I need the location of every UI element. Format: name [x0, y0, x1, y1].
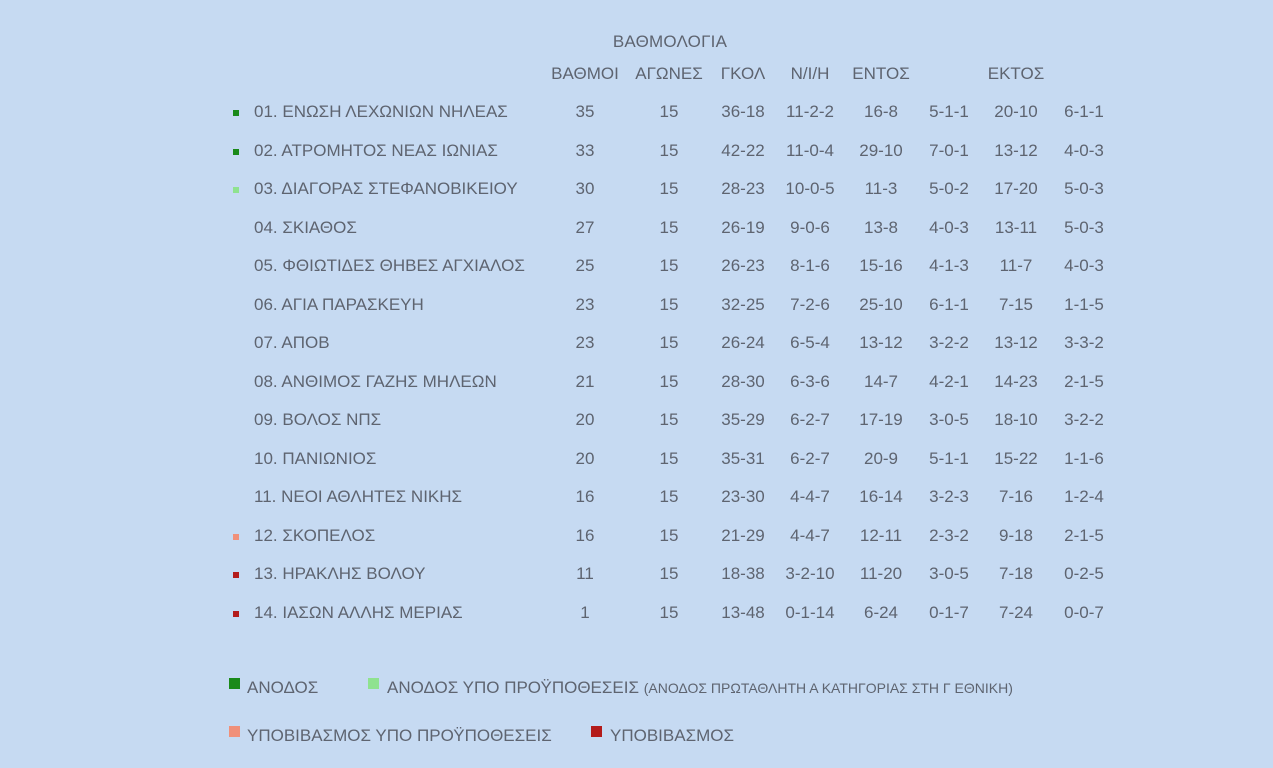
cell-away-goals: 7-24 — [998, 602, 1034, 622]
cell-wdl: 4-4-7 — [790, 525, 830, 545]
cell-games: 15 — [659, 525, 679, 545]
cell-points: 27 — [575, 217, 595, 237]
table-row — [0, 141, 1273, 165]
cell-home-goals: 11-20 — [859, 564, 903, 583]
team-name: 06. ΑΓΙΑ ΠΑΡΑΣΚΕΥΗ — [254, 294, 424, 314]
cell-wdl: 6-2-7 — [790, 410, 830, 429]
cell-away-goals: 20-10 — [994, 102, 1038, 121]
cell-games: 15 — [659, 448, 679, 468]
cell-goals: 36-18 — [721, 102, 765, 121]
cell-goals: 18-38 — [721, 564, 765, 583]
cell-home-wdl: 4-0-3 — [929, 217, 969, 237]
cell-games: 15 — [659, 333, 679, 352]
table-row — [0, 102, 1273, 126]
cell-away-wdl: 4-0-3 — [1064, 140, 1104, 160]
cell-away-wdl: 2-1-5 — [1064, 371, 1104, 391]
cell-away-wdl: 1-1-6 — [1064, 448, 1104, 468]
cell-points: 20 — [575, 448, 595, 468]
team-name: 09. ΒΟΛΟΣ ΝΠΣ — [254, 410, 382, 429]
team-name: 04. ΣΚΙΑΘΟΣ — [254, 217, 357, 237]
team-name: 08. ΑΝΘΙΜΟΣ ΓΑΖΗΣ ΜΗΛΕΩΝ — [254, 371, 497, 391]
cell-home-goals: 20-9 — [863, 448, 899, 468]
cell-away-wdl: 1-2-4 — [1064, 487, 1104, 506]
cell-away-goals: 18-10 — [994, 410, 1038, 429]
cell-home-goals: 16-8 — [863, 102, 899, 121]
legend-swatch-promotion — [229, 678, 240, 689]
cell-wdl: 6-3-6 — [790, 371, 830, 391]
cell-home-wdl: 5-1-1 — [929, 448, 969, 468]
cell-goals: 28-30 — [721, 371, 765, 391]
table-row — [0, 256, 1273, 280]
cell-home-goals: 14-7 — [863, 371, 899, 391]
cell-away-wdl: 0-0-7 — [1064, 602, 1104, 622]
cell-away-wdl: 3-2-2 — [1064, 410, 1104, 429]
cell-away-goals: 13-12 — [994, 140, 1038, 160]
legend-swatch-relegation-conditional — [229, 726, 240, 737]
cell-goals: 26-24 — [721, 333, 765, 352]
cell-wdl: 7-2-6 — [790, 294, 830, 314]
cell-away-wdl: 1-1-5 — [1064, 294, 1104, 314]
cell-away-goals: 7-15 — [998, 294, 1034, 314]
cell-games: 15 — [659, 410, 679, 429]
cell-points: 35 — [575, 102, 595, 121]
cell-goals: 42-22 — [721, 140, 765, 160]
cell-away-goals: 11-7 — [999, 256, 1033, 275]
cell-wdl: 11-2-2 — [786, 102, 834, 121]
cell-goals: 28-23 — [721, 179, 765, 198]
cell-away-wdl: 3-3-2 — [1064, 333, 1104, 352]
header-games: ΑΓΩΝΕΣ — [635, 64, 703, 83]
header-points: ΒΑΘΜΟΙ — [551, 64, 619, 83]
team-name: 02. ΑΤΡΟΜΗΤΟΣ ΝΕΑΣ ΙΩΝΙΑΣ — [254, 140, 498, 160]
zone-marker — [233, 149, 239, 155]
table-row — [0, 526, 1273, 550]
cell-points: 25 — [575, 256, 595, 275]
cell-games: 15 — [659, 602, 679, 622]
legend-swatch-relegation — [591, 726, 602, 737]
team-name: 10. ΠΑΝΙΩΝΙΟΣ — [254, 448, 377, 468]
table-row — [0, 333, 1273, 357]
cell-points: 16 — [575, 525, 595, 545]
zone-marker — [233, 110, 239, 116]
cell-wdl: 8-1-6 — [790, 256, 830, 275]
cell-wdl: 0-1-14 — [785, 602, 835, 622]
cell-home-wdl: 4-2-1 — [929, 371, 969, 391]
cell-home-wdl: 5-0-2 — [929, 179, 969, 198]
table-row — [0, 372, 1273, 396]
header-wdl: Ν/Ι/Η — [790, 64, 830, 83]
cell-home-goals: 13-8 — [863, 217, 899, 237]
header-goals: ΓΚΟΛ — [720, 64, 766, 83]
cell-home-wdl: 3-2-3 — [929, 487, 969, 506]
cell-points: 30 — [575, 179, 595, 198]
zone-marker — [233, 187, 239, 193]
cell-games: 15 — [659, 564, 679, 583]
cell-goals: 23-30 — [721, 487, 765, 506]
cell-away-goals: 17-20 — [994, 179, 1038, 198]
cell-wdl: 6-5-4 — [790, 333, 830, 352]
team-name: 14. ΙΑΣΩΝ ΑΛΛΗΣ ΜΕΡΙΑΣ — [254, 602, 463, 622]
cell-games: 15 — [659, 487, 679, 506]
team-name: 11. ΝΕΟΙ ΑΘΛΗΤΕΣ ΝΙΚΗΣ — [254, 487, 463, 506]
zone-marker — [233, 572, 239, 578]
legend-swatch-promotion-conditional — [368, 678, 379, 689]
cell-away-goals: 7-16 — [998, 487, 1034, 506]
legend-label-relegation: ΥΠΟΒΙΒΑΣΜΟΣ — [610, 726, 734, 745]
zone-marker — [233, 534, 239, 540]
cell-points: 23 — [575, 294, 595, 314]
cell-home-wdl: 3-2-2 — [929, 333, 969, 352]
cell-games: 15 — [659, 179, 679, 198]
team-name: 05. ΦΘΙΩΤΙΔΕΣ ΘΗΒΕΣ ΑΓΧΙΑΛΟΣ — [254, 256, 525, 275]
cell-home-goals: 11-3 — [864, 179, 898, 198]
cell-away-goals: 7-18 — [998, 564, 1034, 583]
cell-wdl: 9-0-6 — [790, 217, 830, 237]
cell-away-goals: 14-23 — [994, 371, 1038, 391]
cell-home-goals: 16-14 — [859, 487, 903, 506]
cell-goals: 13-48 — [721, 602, 765, 622]
table-row — [0, 487, 1273, 511]
cell-points: 21 — [575, 371, 595, 391]
legend-note-promotion-conditional: (ΑΝΟΔΟΣ ΠΡΩΤΑΘΛΗΤΗ Α ΚΑΤΗΓΟΡΙΑΣ ΣΤΗ Γ ΕΘΝΙΚΗ) — [643, 680, 1013, 696]
cell-games: 15 — [659, 371, 679, 391]
legend-label-promotion-conditional: ΑΝΟΔΟΣ ΥΠΟ ΠΡΟΫΠΟΘΕΣΕΙΣ — [387, 678, 639, 697]
table-row — [0, 564, 1273, 588]
cell-wdl: 4-4-7 — [790, 487, 830, 506]
cell-home-goals: 13-12 — [859, 333, 903, 352]
table-row — [0, 410, 1273, 434]
cell-wdl: 3-2-10 — [785, 564, 835, 583]
cell-home-goals: 15-16 — [859, 256, 903, 275]
table-row — [0, 603, 1273, 627]
cell-goals: 21-29 — [721, 525, 765, 545]
cell-home-wdl: 6-1-1 — [929, 294, 969, 314]
cell-points: 20 — [575, 410, 595, 429]
cell-points: 23 — [575, 333, 595, 352]
team-name: 01. ΕΝΩΣΗ ΛΕΧΩΝΙΩΝ ΝΗΛΕΑΣ — [254, 102, 508, 121]
cell-away-wdl: 4-0-3 — [1064, 256, 1104, 275]
cell-points: 11 — [576, 564, 594, 583]
team-name: 03. ΔΙΑΓΟΡΑΣ ΣΤΕΦΑΝΟΒΙΚΕΙΟΥ — [254, 179, 518, 198]
cell-home-wdl: 0-1-7 — [929, 602, 969, 622]
cell-home-goals: 6-24 — [863, 602, 899, 622]
cell-away-wdl: 5-0-3 — [1064, 179, 1104, 198]
cell-wdl: 10-0-5 — [785, 179, 835, 198]
cell-home-goals: 17-19 — [859, 410, 903, 429]
zone-marker — [233, 611, 239, 617]
team-name: 13. ΗΡΑΚΛΗΣ ΒΟΛΟΥ — [254, 564, 426, 583]
team-name: 12. ΣΚΟΠΕΛΟΣ — [254, 525, 376, 545]
cell-away-goals: 13-12 — [994, 333, 1038, 352]
cell-wdl: 6-2-7 — [790, 448, 830, 468]
header-home: ΕΝΤΟΣ — [852, 64, 910, 83]
cell-games: 15 — [659, 217, 679, 237]
table-row — [0, 295, 1273, 319]
legend-promotion-conditional — [387, 678, 1013, 698]
cell-games: 15 — [659, 102, 679, 121]
table-row — [0, 449, 1273, 473]
table-row — [0, 218, 1273, 242]
cell-away-goals: 13-11 — [994, 217, 1038, 237]
cell-goals: 35-29 — [721, 410, 765, 429]
cell-home-wdl: 5-1-1 — [929, 102, 969, 121]
legend-label-promotion: ΑΝΟΔΟΣ — [247, 678, 319, 697]
cell-away-wdl: 6-1-1 — [1064, 102, 1104, 121]
header-away: ΕΚΤΟΣ — [987, 64, 1045, 83]
cell-points: 33 — [575, 140, 595, 160]
cell-away-wdl: 5-0-3 — [1064, 217, 1104, 237]
cell-points: 16 — [575, 487, 595, 506]
table-row — [0, 179, 1273, 203]
cell-wdl: 11-0-4 — [786, 140, 834, 160]
cell-goals: 26-19 — [721, 217, 765, 237]
cell-home-wdl: 3-0-5 — [929, 564, 969, 583]
cell-home-wdl: 4-1-3 — [929, 256, 969, 275]
cell-home-wdl: 3-0-5 — [929, 410, 969, 429]
cell-away-wdl: 2-1-5 — [1064, 525, 1104, 545]
cell-games: 15 — [659, 294, 679, 314]
cell-points: 1 — [580, 602, 590, 622]
cell-home-wdl: 7-0-1 — [929, 140, 969, 160]
cell-home-goals: 29-10 — [859, 140, 903, 160]
cell-away-goals: 15-22 — [994, 448, 1038, 468]
cell-games: 15 — [659, 256, 679, 275]
cell-home-wdl: 2-3-2 — [929, 525, 969, 545]
table-title: ΒΑΘΜΟΛΟΓΙΑ — [612, 32, 728, 51]
cell-home-goals: 25-10 — [859, 294, 903, 314]
cell-home-goals: 12-11 — [859, 525, 903, 545]
cell-games: 15 — [659, 140, 679, 160]
team-name: 07. ΑΠΟΒ — [254, 333, 330, 352]
cell-goals: 35-31 — [721, 448, 765, 468]
cell-goals: 26-23 — [721, 256, 765, 275]
cell-away-goals: 9-18 — [998, 525, 1034, 545]
cell-goals: 32-25 — [721, 294, 765, 314]
legend-label-relegation-conditional: ΥΠΟΒΙΒΑΣΜΟΣ ΥΠΟ ΠΡΟΫΠΟΘΕΣΕΙΣ — [247, 726, 552, 745]
cell-away-wdl: 0-2-5 — [1064, 564, 1104, 583]
